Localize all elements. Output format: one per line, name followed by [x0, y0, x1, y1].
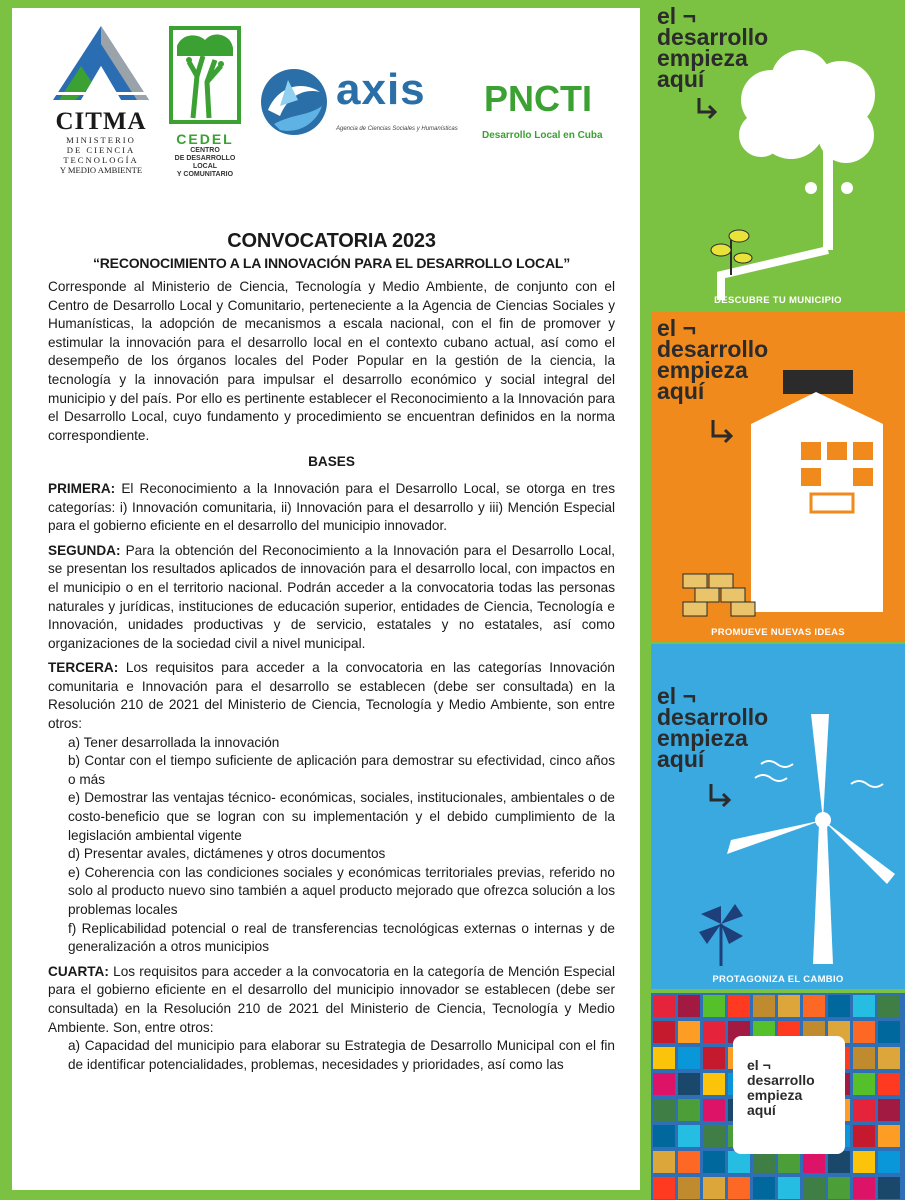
- mosaic-tile: [853, 1021, 875, 1043]
- tercera-label: TERCERA:: [48, 660, 119, 676]
- mosaic-tile: [853, 1047, 875, 1069]
- mosaic-tile: [653, 1099, 675, 1121]
- slogan-line: aquí: [747, 1102, 776, 1118]
- slogan-line: desarrollo: [657, 24, 769, 50]
- mosaic-center-card: [733, 1036, 845, 1154]
- cuarta-item: a) Capacidad del municipio para elaborar su Estrategia de Desarrollo Municipal con el fin de identificar potencialidades, problemas, necesidades y prioridades, así como las: [68, 1038, 615, 1072]
- mosaic-tile: [703, 1125, 725, 1147]
- document-page: [12, 8, 640, 1190]
- axis-swirl-icon: [258, 66, 330, 138]
- mosaic-tile: [678, 1177, 700, 1199]
- base-tercera: [48, 659, 615, 733]
- mosaic-tile: [778, 995, 800, 1017]
- poster-caption: PROMUEVE NUEVAS IDEAS: [711, 627, 845, 638]
- house-illustration-icon: [651, 312, 905, 642]
- cedel-logo: [167, 26, 243, 179]
- mosaic-tile: [828, 1177, 850, 1199]
- mosaic-tile: [878, 995, 900, 1017]
- mosaic-tile: [703, 995, 725, 1017]
- slogan-line: desarrollo: [657, 704, 769, 730]
- mosaic-tile: [853, 1099, 875, 1121]
- mosaic-tile: [678, 1047, 700, 1069]
- poster-caption: PROTAGONIZA EL CAMBIO: [712, 974, 844, 985]
- mosaic-tile: [878, 1021, 900, 1043]
- citma-subtitle-1: MINISTERIO: [66, 135, 136, 145]
- document-title: CONVOCATORIA 2023: [227, 230, 436, 252]
- pncti-subtitle: Desarrollo Local en Cuba: [482, 130, 603, 141]
- poster-descubre: [651, 0, 905, 310]
- slogan-line: el ¬: [747, 1057, 771, 1073]
- mosaic-tile: [653, 1177, 675, 1199]
- slogan-line: empieza: [657, 357, 748, 383]
- slogan-line: el ¬: [657, 683, 697, 709]
- mosaic-tile: [778, 1151, 800, 1173]
- mosaic-tile: [853, 1125, 875, 1147]
- mosaic-tile: [678, 1021, 700, 1043]
- citma-emblem-icon: [51, 24, 151, 102]
- cedel-subtitle-3: LOCAL: [192, 163, 218, 170]
- mosaic-tile: [653, 1073, 675, 1095]
- mosaic-tile: [753, 1177, 775, 1199]
- mosaic-tile: [653, 1047, 675, 1069]
- slogan-line: empieza: [657, 45, 748, 71]
- cedel-subtitle-1: CENTRO: [190, 147, 220, 154]
- mosaic-tile: [803, 1151, 825, 1173]
- mosaic-tile: [753, 995, 775, 1017]
- slogan-line: aquí: [657, 746, 705, 772]
- mosaic-tile: [878, 1099, 900, 1121]
- mosaic-tile: [878, 1047, 900, 1069]
- mosaic-tile: [703, 1021, 725, 1043]
- slogan-line: desarrollo: [657, 336, 769, 362]
- slogan-line: el ¬: [657, 315, 697, 341]
- logo-header: [12, 8, 640, 208]
- base-segunda: [48, 542, 615, 654]
- pncti-name: PNCTI: [484, 78, 592, 119]
- mosaic-tile: [678, 995, 700, 1017]
- primera-label: PRIMERA:: [48, 480, 116, 496]
- mosaic-tile: [878, 1177, 900, 1199]
- base-primera: [48, 480, 615, 536]
- slogan-line: empieza: [747, 1087, 803, 1103]
- poster-caption: DESCUBRE TU MUNICIPIO: [714, 295, 842, 306]
- poster-promueve: [651, 312, 905, 642]
- poster-protagoniza: [651, 644, 905, 989]
- mosaic-tile: [703, 1177, 725, 1199]
- citma-name: CITMA: [55, 108, 147, 135]
- slogan-line: aquí: [657, 378, 705, 404]
- mosaic-tile: [653, 995, 675, 1017]
- poster-mosaic: [651, 993, 905, 1200]
- slogan-line: desarrollo: [747, 1072, 815, 1088]
- campaign-posters: [651, 0, 905, 1200]
- poster-slogan: [747, 1058, 815, 1118]
- segunda-text: Para la obtención del Reconocimiento a la Innovación para el Desarrollo Local, se presentan los resultados aplicados de innovación para el desarrollo local, con impactos en el municipio o en el territorio nacional. Podrán acceder a la convocatoria todas las personas naturales y jurídicas, instituciones de educación superior, entidades de Ciencia, Tecnología e Innovación, unidades productivas y de servicio, estatales y no estatales, así como organizaciones de la sociedad civil a nivel municipal.: [48, 542, 615, 651]
- mosaic-tile: [828, 1151, 850, 1173]
- windmill-illustration-icon: [651, 644, 905, 989]
- cedel-name: CEDEL: [176, 131, 234, 147]
- tercera-item: f) Replicabilidad potencial o real de transferencias tecnológicas externas o internas y de generalización a otros municipios: [68, 920, 615, 955]
- mosaic-tile: [878, 1125, 900, 1147]
- citma-subtitle-4: Y MEDIO AMBIENTE: [59, 165, 143, 175]
- citma-logo: [46, 24, 156, 175]
- mosaic-tile: [703, 1099, 725, 1121]
- tercera-item: d) Presentar avales, dictámenes y otros documentos: [68, 846, 386, 862]
- document-body: [48, 230, 615, 1074]
- cedel-subtitle-2: DE DESARROLLO: [174, 155, 236, 162]
- citma-subtitle-3: TECNOLOGÍA: [63, 155, 139, 165]
- mosaic-tile: [678, 1151, 700, 1173]
- mosaic-tile: [853, 1177, 875, 1199]
- document-subtitle: “RECONOCIMIENTO A LA INNOVACIÓN PARA EL DESARROLLO LOCAL”: [92, 255, 571, 271]
- mosaic-tile: [753, 1151, 775, 1173]
- bases-heading: BASES: [308, 454, 355, 470]
- mosaic-tile: [878, 1073, 900, 1095]
- base-cuarta: [48, 963, 615, 1037]
- slogan-line: empieza: [657, 725, 748, 751]
- tercera-item: e) Coherencia con las condiciones sociales y económicas territoriales previas, referido no solo al producto nuevo sino también a aquel producto mejorado que ofrezca solución a los problemas locales: [68, 864, 615, 917]
- mosaic-tile: [728, 1151, 750, 1173]
- tercera-item: e) Demostrar las ventajas técnico- económicas, sociales, institucionales, ambientales o de costo-beneficio que se logran con su implementación y el debido cumplimiento de la legislación ambiental vigente: [68, 790, 615, 843]
- tercera-text: Los requisitos para acceder a la convocatoria en las categorías Innovación comunitaria e Innovación para el desarrollo se establecen (debe ser consultada) en la Resolución 210 de 2021 del Ministerio de Ciencia, Tecnología y Medio Ambiente, son entre otros:: [48, 660, 615, 732]
- slogan-line: el ¬: [657, 3, 697, 29]
- primera-text: El Reconocimiento a la Innovación para el Desarrollo Local, se otorga en tres categorías: i) Innovación comunitaria, ii) Innovación para el desarrollo y iii) Mención Especial para el gobierno eficiente en el desarrollo del municipio innovador.: [48, 480, 615, 534]
- mosaic-tile: [828, 995, 850, 1017]
- mosaic-tile: [778, 1177, 800, 1199]
- mosaic-tile: [678, 1125, 700, 1147]
- mosaic-tile: [703, 1073, 725, 1095]
- mosaic-tile: [728, 995, 750, 1017]
- mosaic-tile: [853, 1073, 875, 1095]
- cedel-subtitle-4: Y COMUNITARIO: [176, 171, 234, 178]
- axis-name: axis: [336, 65, 426, 114]
- axis-subtitle: Agencia de Ciencias Sociales y Humanísticas: [336, 126, 458, 132]
- mosaic-tile: [878, 1151, 900, 1173]
- tree-illustration-icon: [651, 0, 905, 310]
- slogan-line: aquí: [657, 66, 705, 92]
- tercera-item: b) Contar con el tiempo suficiente de aplicación para demostrar su efectividad, cinco años o más: [68, 753, 615, 787]
- mosaic-tile: [803, 995, 825, 1017]
- pncti-logo: [482, 80, 622, 141]
- cuarta-label: CUARTA:: [48, 963, 109, 979]
- segunda-label: SEGUNDA:: [48, 542, 121, 558]
- mosaic-tile: [853, 1151, 875, 1173]
- citma-subtitle-2: DE CIENCIA: [66, 145, 136, 155]
- mosaic-tile: [703, 1047, 725, 1069]
- mosaic-tile: [653, 1021, 675, 1043]
- axis-logo: [258, 66, 478, 156]
- mosaic-tile: [678, 1073, 700, 1095]
- mosaic-tile: [653, 1125, 675, 1147]
- mosaic-tile: [678, 1099, 700, 1121]
- tercera-item: a) Tener desarrollada la innovación: [68, 734, 280, 750]
- intro-paragraph: Corresponde al Ministerio de Ciencia, Tecnología y Medio Ambiente, de conjunto con el Centro de Desarrollo Local y Comunitario, perteneciente a la Agencia de Ciencias Sociales y Humanísticas, la adopción de mecanismos a escala nacional, con el fin de promover y estimular la innovación para el desarrollo local en el contexto cubano actual, así como el desempeño de los órganos locales del Poder Popular en la gestión de la ciencia, la tecnología y la innovación para impulsar el desarrollo económico y social integral del municipio y del país. Por ello es pertinente establecer el Reconocimiento a la Innovación para el Desarrollo Local, cuyo fundamento y procedimiento se encuentran definidos en la norma correspondiente.: [48, 279, 615, 443]
- mosaic-tile: [703, 1151, 725, 1173]
- mosaic-tile: [803, 1177, 825, 1199]
- mosaic-tile: [853, 995, 875, 1017]
- cuarta-text: Los requisitos para acceder a la convocatoria en la categoría de Mención Especial para el gobierno eficiente en el desarrollo del municipio innovador se establecen (debe ser consultada) en la Resolución 210 de 2021 del Ministerio de Ciencia, Tecnología y Medio Ambiente. Son, entre otros:: [48, 963, 615, 1035]
- mosaic-tile: [728, 1177, 750, 1199]
- mosaic-tile: [653, 1151, 675, 1173]
- cedel-tree-icon: [169, 26, 241, 124]
